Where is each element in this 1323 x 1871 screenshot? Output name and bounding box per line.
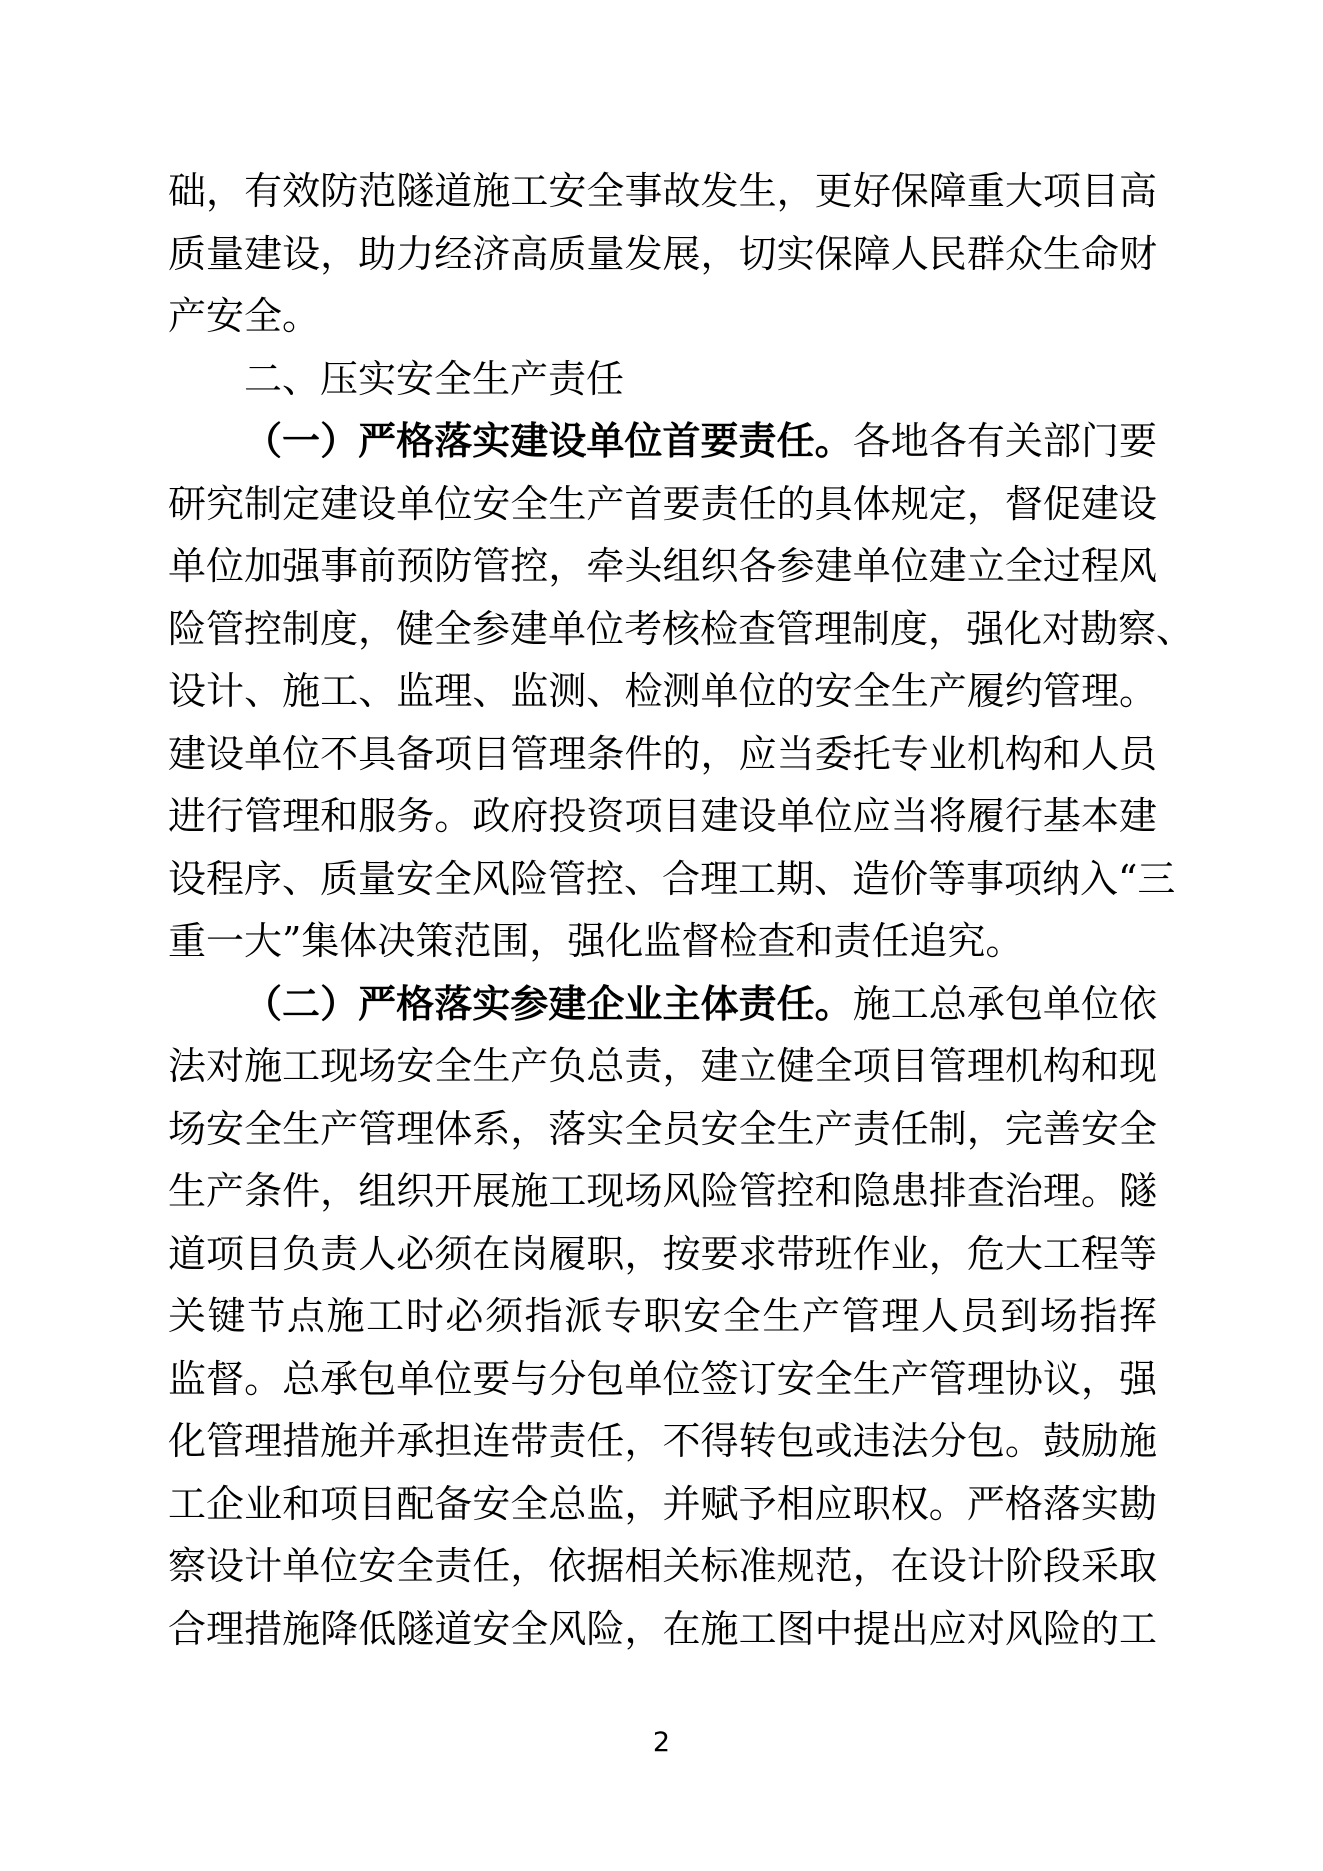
text-line xyxy=(168,1223,1157,1286)
text-segment: 研究制定建设单位安全生产首要责任的具体规定，督促建设 xyxy=(168,481,1157,526)
text-segment: 施工总承包单位依 xyxy=(852,981,1157,1026)
text-segment: 工企业和项目配备安全总监，并赋予相应职权。严格落实勘 xyxy=(168,1481,1157,1526)
text-segment: 建设单位不具备项目管理条件的，应当委托专业机构和人员 xyxy=(168,731,1157,776)
text-line xyxy=(168,410,1157,473)
text-line xyxy=(168,1598,1157,1661)
page-number: 2 xyxy=(652,1727,671,1758)
text-line xyxy=(168,723,1157,786)
text-segment: 监督。总承包单位要与分包单位签订安全生产管理协议，强 xyxy=(168,1356,1157,1401)
text-line xyxy=(168,848,1176,911)
text-line xyxy=(168,160,1157,223)
text-line xyxy=(168,598,1195,661)
text-segment: 察设计单位安全责任，依据相关标准规范，在设计阶段采取 xyxy=(168,1544,1157,1588)
text-line xyxy=(168,1473,1157,1536)
text-segment: 单位加强事前预防管控，牵头组织各参建单位建立全过程风 xyxy=(168,544,1157,588)
text-line xyxy=(168,660,1157,723)
text-line xyxy=(168,973,1157,1036)
bold-text-segment: （二）严格落实参建企业主体责任。 xyxy=(244,980,853,1026)
text-segment: 各地各有关部门要 xyxy=(852,419,1157,463)
text-segment: 场安全生产管理体系，落实全员安全生产责任制，完善安全 xyxy=(168,1106,1157,1151)
text-segment: 进行管理和服务。政府投资项目建设单位应当将履行基本建 xyxy=(168,794,1157,838)
text-line xyxy=(168,1535,1157,1598)
text-line xyxy=(168,223,1157,286)
bold-text-segment: （一）严格落实建设单位首要责任。 xyxy=(244,418,853,463)
text-segment: 二、压实安全生产责任 xyxy=(244,356,625,401)
text-line xyxy=(168,1285,1157,1348)
text-segment: 生产条件，组织开展施工现场风险管控和隐患排查治理。隧 xyxy=(168,1169,1157,1213)
text-segment: 产安全。 xyxy=(168,294,321,338)
text-line xyxy=(168,1348,1157,1411)
text-segment: 关键节点施工时必须指派专职安全生产管理人员到场指挥 xyxy=(168,1294,1157,1338)
text-segment: 道项目负责人必须在岗履职，按要求带班作业，危大工程等 xyxy=(168,1231,1157,1276)
text-segment: 设程序、质量安全风险管控、合理工期、造价等事项纳入“三 xyxy=(168,856,1176,901)
text-segment: 合理措施降低隧道安全风险，在施工图中提出应对风险的工 xyxy=(168,1606,1157,1651)
text-line xyxy=(168,1098,1157,1161)
text-line xyxy=(168,473,1157,536)
text-line xyxy=(168,348,1157,411)
text-line xyxy=(168,1160,1157,1223)
page-footer xyxy=(0,1726,1323,1760)
text-line xyxy=(168,535,1157,598)
text-segment: 础，有效防范隧道施工安全事故发生，更好保障重大项目高 xyxy=(168,169,1157,213)
text-block xyxy=(168,160,1195,1660)
text-line xyxy=(168,1035,1157,1098)
text-segment: 化管理措施并承担连带责任，不得转包或违法分包。鼓励施 xyxy=(168,1419,1157,1463)
text-line xyxy=(168,285,1157,348)
text-line xyxy=(168,785,1157,848)
text-segment: 险管控制度，健全参建单位考核检查管理制度，强化对勘察、 xyxy=(168,606,1195,651)
text-segment: 法对施工现场安全生产负总责，建立健全项目管理机构和现 xyxy=(168,1044,1157,1088)
text-line xyxy=(168,910,1157,973)
text-line xyxy=(168,1410,1157,1473)
text-segment: 重一大”集体决策范围，强化监督检查和责任追究。 xyxy=(168,919,1024,963)
text-segment: 设计、施工、监理、监测、检测单位的安全生产履约管理。 xyxy=(168,669,1157,713)
text-segment: 质量建设，助力经济高质量发展，切实保障人民群众生命财 xyxy=(168,231,1157,276)
